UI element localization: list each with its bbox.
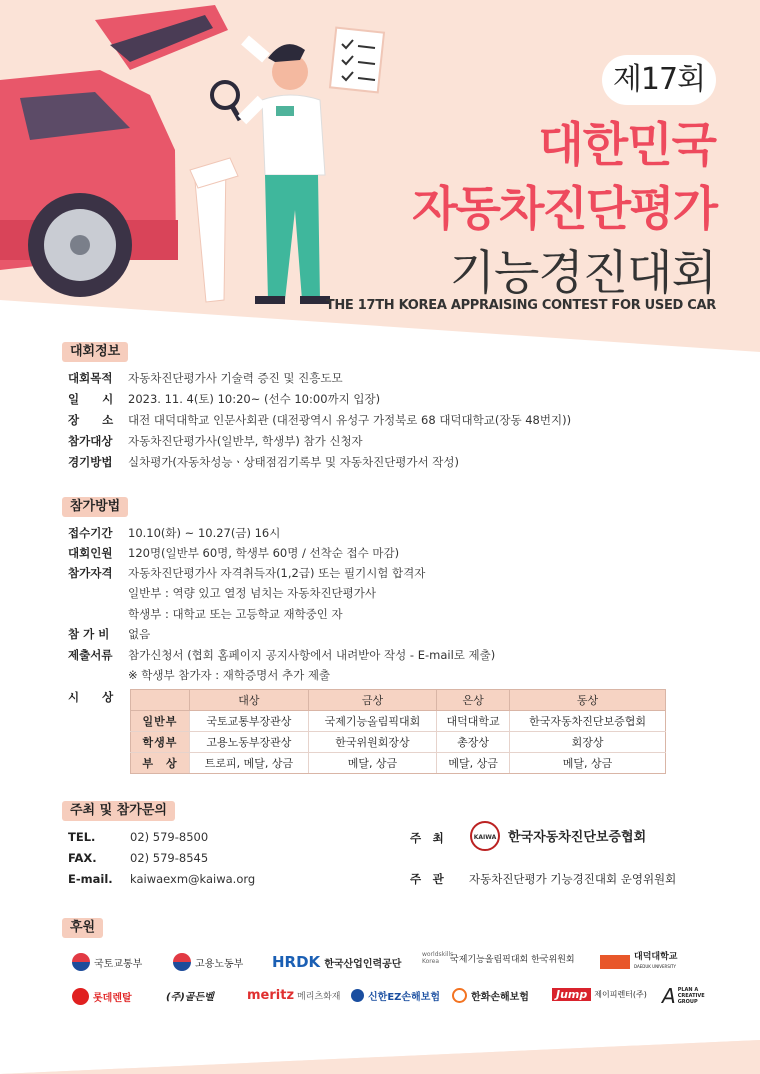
contact-tel: TEL. 02) 579-8500 bbox=[68, 830, 209, 844]
method-row: 접수기간 10.10(화) ~ 10.27(금) 16시 bbox=[68, 526, 281, 540]
sponsor-daeduk: 대덕대학교 DAEDUK UNIVERSITY bbox=[600, 953, 677, 971]
hanwha-logo-icon bbox=[452, 988, 467, 1003]
sponsor-meritz: meritz 메리츠화재 bbox=[247, 988, 341, 1003]
host-name: 한국자동차진단보증협회 bbox=[508, 830, 647, 845]
table-row: 일반부 국토교통부장관상 국제기능올림픽대회 대덕대학교 한국자동차진단보증협회 bbox=[131, 711, 666, 732]
title-line-3: 기능경진대회 bbox=[449, 246, 716, 301]
title-line-2: 자동차진단평가 bbox=[412, 182, 716, 237]
lotte-logo-icon bbox=[72, 988, 89, 1005]
method-row: 참 가 비 없음 bbox=[68, 627, 151, 641]
sponsor-plana: A PLAN A CREATIVE GROUP bbox=[662, 984, 705, 1008]
table-row: 학생부 고용노동부장관상 한국위원회장상 총장상 회장상 bbox=[131, 732, 666, 753]
kaiwa-logo-icon: KAIWA bbox=[470, 821, 500, 851]
sponsor-hrdk: HRDK 한국산업인력공단 bbox=[272, 953, 402, 971]
info-row: 경기방법 실차평가(자동차성능ㆍ상태점검기록부 및 자동차진단평가서 작성) bbox=[68, 455, 459, 469]
daeduk-logo-icon bbox=[600, 955, 630, 969]
info-row: 참가대상 자동차진단평가사(일반부, 학생부) 참가 신청자 bbox=[68, 434, 363, 448]
magnifier-icon bbox=[212, 82, 238, 108]
table-row: 부 상 트로피, 메달, 상금 메달, 상금 메달, 상금 메달, 상금 bbox=[131, 753, 666, 774]
shinhan-logo-icon bbox=[351, 989, 364, 1002]
info-row: 일 시 2023. 11. 4(토) 10:20~ (선수 10:00까지 입장) bbox=[68, 392, 381, 406]
section-header-info: 대회정보 bbox=[62, 342, 128, 362]
edition-badge: 제17회 bbox=[602, 55, 716, 105]
english-title: THE 17TH KOREA APPRAISING CONTEST FOR USED CAR bbox=[325, 298, 716, 313]
contact-email: E-mail. kaiwaexm@kaiwa.org bbox=[68, 872, 256, 886]
plan-a-logo-icon: A bbox=[662, 984, 676, 1008]
info-row: 대회목적 자동차진단평가사 기술력 증진 및 진흥도모 bbox=[68, 371, 343, 385]
award-label: 시 상 bbox=[68, 690, 114, 704]
korea-gov-emblem-icon bbox=[173, 953, 191, 971]
method-row: 학생부 : 대학교 또는 고등학교 재학중인 자 bbox=[128, 607, 343, 621]
host-label: 주 최 bbox=[410, 831, 444, 845]
sponsor-hanwha: 한화손해보험 bbox=[452, 988, 529, 1003]
method-row: 제출서류 참가신청서 (협회 홈페이지 공지사항에서 내려받아 작성 - E-mail로 제출) bbox=[68, 648, 496, 662]
car-inspection-illustration bbox=[0, 0, 430, 320]
checklist-icon bbox=[330, 28, 384, 93]
contact-fax: FAX. 02) 579-8545 bbox=[68, 851, 209, 865]
email-link[interactable]: kaiwaexm@kaiwa.org bbox=[130, 872, 256, 886]
sponsor-lotte: 롯데렌탈 bbox=[72, 988, 132, 1005]
method-row: 일반부 : 역량 있고 열정 넘치는 자동차진단평가사 bbox=[128, 586, 376, 600]
method-row: 참가자격 자동차진단평가사 자격취득자(1,2급) 또는 필기시험 합격자 bbox=[68, 566, 426, 580]
prize-table bbox=[130, 689, 666, 774]
prize-table-header: 대상 금상 은상 동상 bbox=[131, 690, 666, 711]
sponsor-jump: Jump 제이피렌터(주) bbox=[552, 988, 647, 1001]
organizer-name: 자동차진단평가 기능경진대회 운영위원회 bbox=[469, 872, 677, 886]
award-label-row bbox=[68, 690, 128, 704]
sponsor-goldenbell: (주)골든벨 bbox=[166, 992, 214, 1003]
title-line-1: 대한민국 bbox=[538, 118, 716, 173]
section-header-sponsors: 후원 bbox=[62, 918, 103, 938]
section-header-contact: 주최 및 참가문의 bbox=[62, 801, 175, 821]
worldskills-logo: worldskills Korea bbox=[422, 951, 454, 965]
sponsor-molit: 국토교통부 bbox=[72, 953, 142, 971]
section-header-method: 참가방법 bbox=[62, 497, 128, 517]
sponsor-moel: 고용노동부 bbox=[173, 953, 243, 971]
info-row: 장 소 대전 대덕대학교 인문사회관 (대전광역시 유성구 가정북로 68 대덕대학교(장동 48번지)) bbox=[68, 413, 572, 427]
organizer-label: 주 관 bbox=[410, 872, 444, 886]
sponsor-shinhan: 신한EZ손해보험 bbox=[351, 988, 440, 1003]
method-row: 대회인원 120명(일반부 60명, 학생부 60명 / 선착순 접수 마감) bbox=[68, 546, 400, 560]
sponsor-worldskills: worldskills Korea 국제기능올림픽대회 한국위원회 bbox=[422, 951, 575, 965]
method-row: ※ 학생부 참가자 : 재학증명서 추가 제출 bbox=[128, 668, 331, 682]
korea-gov-emblem-icon bbox=[72, 953, 90, 971]
